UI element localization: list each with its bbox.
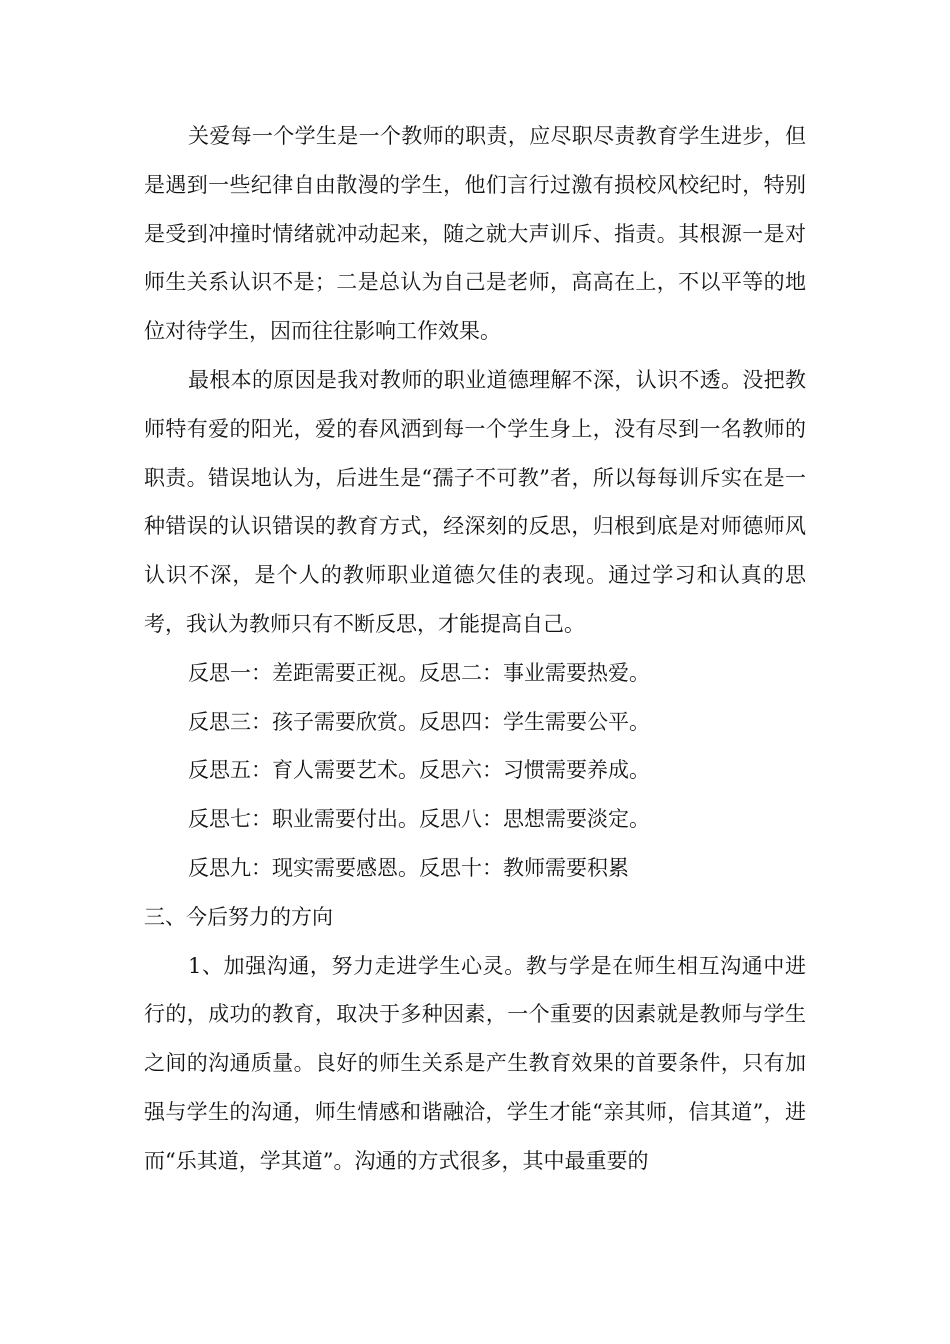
reflection-line-3: 反思五：育人需要艺术。反思六：习惯需要养成。	[188, 758, 650, 783]
paragraph-strengthen-communication: 1、加强沟通，努力走进学生心灵。教与学是在师生相互沟通中进行的，成功的教育，取决于多种因素，一个重要的因素就是教师与学生之间的沟通质量。良好的师生关系是产生教育效果的首要条件，只有加强与学生的沟通，师生情感和谐融洽，学生才能“亲其师，信其道”，进而“乐其道，学其道”。沟通的方式很多，其中最重要的	[144, 953, 806, 1173]
reflection-line-4: 反思七：职业需要付出。反思八：思想需要淡定。	[188, 807, 650, 832]
document-body	[144, 112, 806, 1186]
paragraph-care-for-students: 关爱每一个学生是一个教师的职责，应尽职尽责教育学生进步，但是遇到一些纪律自由散漫的学生，他们言行过激有损校风校纪时，特别是受到冲撞时情绪就冲动起来，随之就大声训斥、指责。其根源一是对师生关系认识不是；二是总认为自己是老师，高高在上，不以平等的地位对待学生，因而往往影响工作效果。	[144, 124, 806, 344]
section-heading-future-direction: 三、今后努力的方向	[144, 904, 333, 929]
reflection-line-2: 反思三：孩子需要欣赏。反思四：学生需要公平。	[188, 709, 650, 734]
reflection-line-5: 反思九：现实需要感恩。反思十：教师需要积累	[188, 855, 629, 880]
paragraph-root-cause: 最根本的原因是我对教师的职业道德理解不深，认识不透。没把教师特有爱的阳光，爱的春风洒到每一个学生身上，没有尽到一名教师的职责。错误地认为，后进生是“孺子不可教”者，所以每每训斥实在是一种错误的认识错误的教育方式，经深刻的反思，归根到底是对师德师风认识不深，是个人的教师职业道德欠佳的表现。通过学习和认真的思考，我认为教师只有不断反思，才能提高自己。	[144, 367, 806, 636]
reflection-line-1: 反思一：差距需要正视。反思二：事业需要热爱。	[188, 660, 650, 685]
